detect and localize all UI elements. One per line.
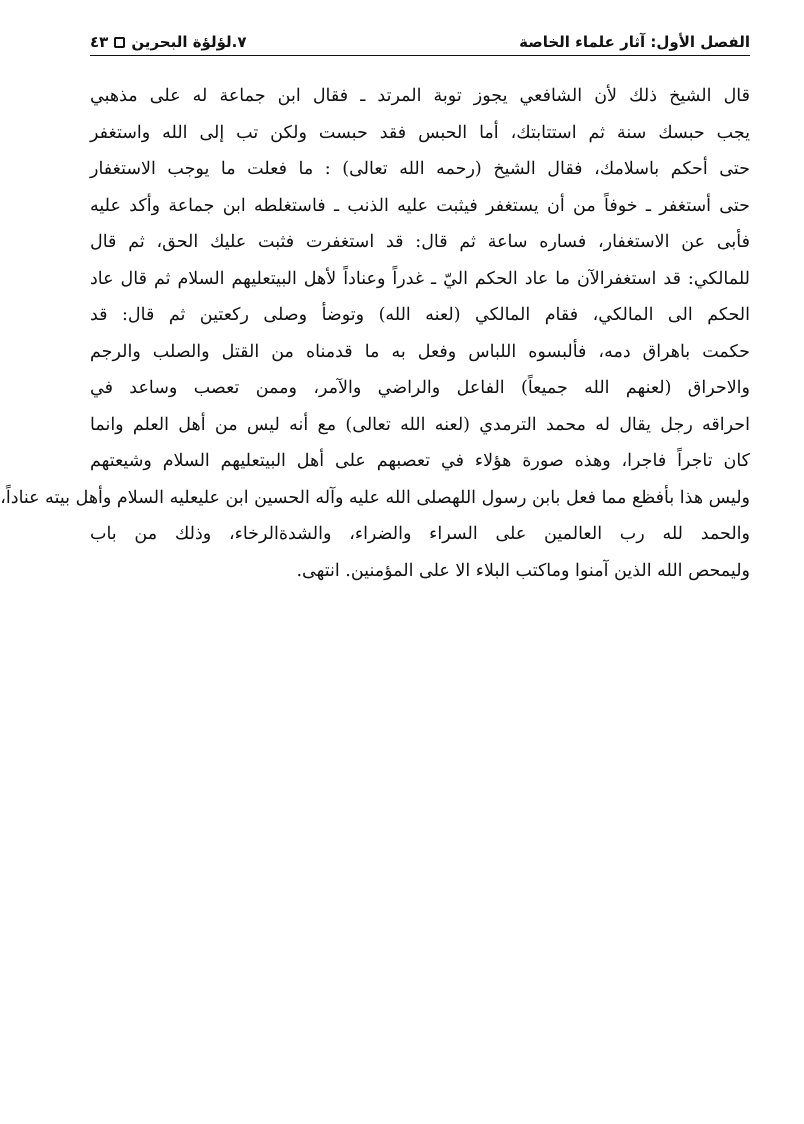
book-info [90, 33, 247, 51]
text-line: وليمحص الله الذين آمنوا وماكتب البلاء الا على المؤمنين. انتهى. [296, 560, 750, 581]
square-icon [114, 37, 125, 48]
text-line: وليس هذا بأفظع مما فعل بابن رسول اللهصلى الله عليه وآله الحسين ابن عليعليه السلام وأهل بيته عناداً، [0, 487, 750, 508]
body-text [0, 78, 750, 589]
text-line: حكمت باهراق دمه، فألبسوه اللباس وفعل به ما قدمناه من القتل والصلب والرجم [90, 341, 750, 362]
text-line: قال الشيخ ذلك لأن الشافعي يجوز توبة المرتد ـ فقال ابن جماعة له على مذهبي [90, 86, 750, 106]
chapter-title: الفصل الأول: آثار علماء الخاصة [519, 33, 750, 51]
text-line: كان تاجراً فاجرا، وهذه صورة هؤلاء في تعصبهم على أهل البيتعليهم السلام وشيعتهم [90, 451, 750, 471]
text-line: يجب حبسك سنة ثم استتابتك، أما الحبس فقد حبست ولكن تب إلى الله واستغفر [90, 122, 750, 143]
text-line: حتى أحكم باسلامك، فقال الشيخ (رحمه الله تعالى) : ما فعلت ما يوجب الاستغفار [90, 159, 750, 179]
text-line: الحكم الى المالكي، فقام المالكي (لعنه الله) وتوضأ وصلى ركعتين ثم قال: قد [90, 305, 750, 325]
text-line: والاحراق (لعنهم الله جميعاً) الفاعل والراضي والآمر، وممن تعصب وساعد في [90, 378, 750, 398]
text-line: احراقه رجل يقال له محمد الترمدي (لعنه الله تعالى) مع أنه ليس من أهل العلم وانما [90, 414, 750, 435]
text-line: للمالكي: قد استغفرالآن ما عاد الحكم اليّ ـ غدراً وعناداً لأهل البيتعليهم السلام ثم قال عاد [90, 268, 750, 289]
text-line: حتى أستغفر ـ خوفاً من أن يستغفر فيثبت عليه الذنب ـ فاستغلطه ابن جماعة وأكد عليه [90, 195, 750, 216]
text-line: فأبى عن الاستغفار، فساره ساعة ثم قال: قد استغفرت فثبت عليك الحق، ثم قال [90, 232, 750, 252]
book-title: ٧.لؤلؤة البحرين [131, 33, 247, 51]
running-header [90, 30, 750, 56]
text-line: والحمد لله رب العالمين على السراء والضراء، والشدةالرخاء، وذلك من باب [90, 524, 750, 544]
page-number: ٤٣ [90, 33, 109, 51]
